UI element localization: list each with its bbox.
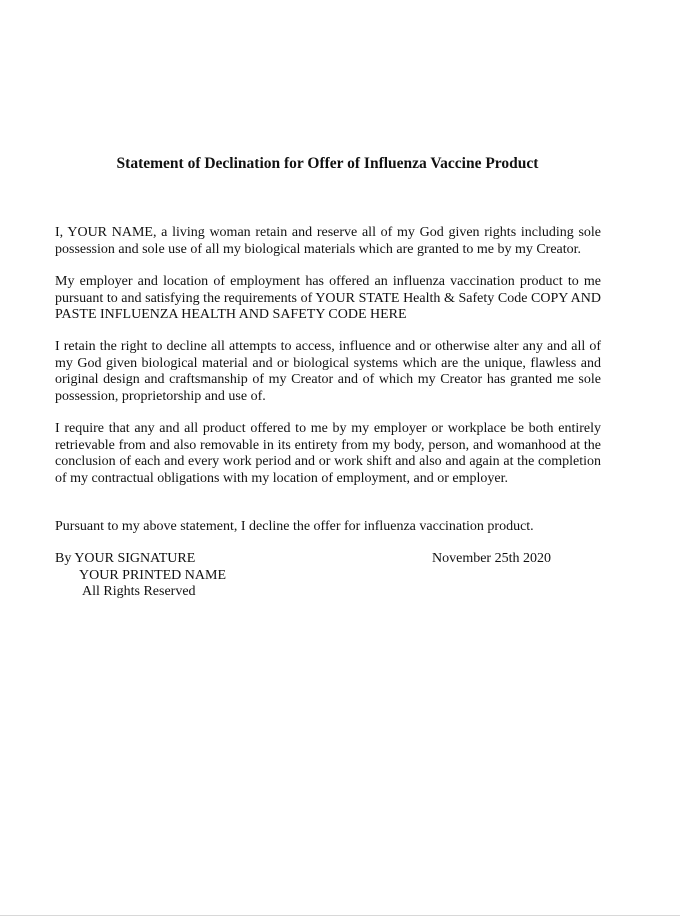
paragraph-declination: Pursuant to my above statement, I decline the offer for influenza vaccination product. (55, 519, 534, 534)
paragraph-rights-reservation: I, YOUR NAME, a living woman retain and reserve all of my God given rights including sole possession and sole use of all my biological materials which are granted to me by my Creator. (55, 225, 601, 257)
signature-date: November 25th 2020 (432, 551, 551, 566)
paragraph-removal-requirement: I require that any and all product offered to me by my employer or workplace be both entirely retrievable from and also removable in its entirety from my body, person, and womanhood at the conclusion of each and every work period and or work shift and also and again at the completion of my contractual obligations with my location of employment, and or employer. (55, 421, 601, 486)
document-title: Statement of Declination for Offer of Influenza Vaccine Product (116, 155, 539, 172)
printed-name: YOUR PRINTED NAME (79, 568, 226, 583)
signature-line: By YOUR SIGNATURE (55, 551, 196, 566)
paragraph-right-to-decline: I retain the right to decline all attempts to access, influence and or otherwise alter any and all of my God given biological material and or biological systems which are the unique, flawless and original design and craftsmanship of my Creator and of which my Creator has granted me sole possession, proprietorship and use of. (55, 339, 601, 404)
paragraph-employer-offer: My employer and location of employment has offered an influenza vaccination product to me pursuant to and satisfying the requirements of YOUR STATE Health & Safety Code COPY AND PASTE INFLUENZA HEALTH AND SAFETY CODE HERE (55, 274, 601, 322)
rights-reserved: All Rights Reserved (82, 584, 196, 599)
page-bottom-divider (0, 915, 680, 916)
